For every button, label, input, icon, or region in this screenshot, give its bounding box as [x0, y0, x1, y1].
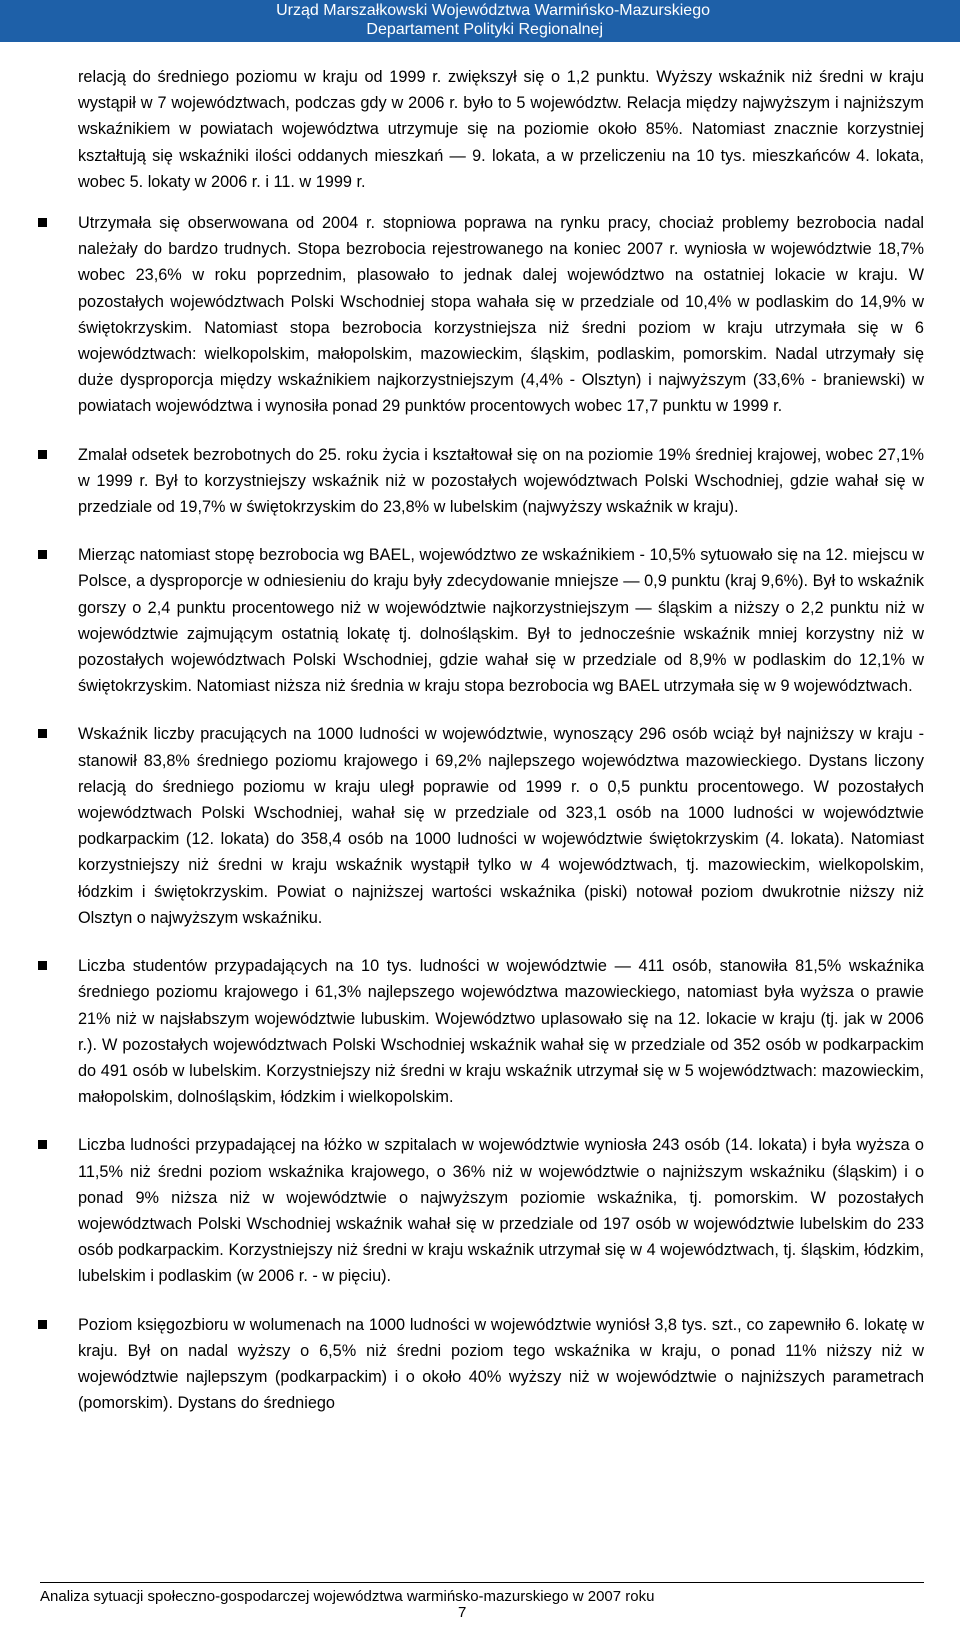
bullet-text: Utrzymała się obserwowana od 2004 r. stopniowa poprawa na rynku pracy, chociaż problemy bezrobocia nadal należały do bardzo trudnych. Stopa bezrobocia rejestrowanego na koniec 2007 r. wyniosła w województwie 18,7% wobec 23,6% w roku poprzednim, plasowało to jednak dalej województwo na ostatniej lokacie w kraju. W pozostałych województwach Polski Wschodniej stopa wahała się w przedziale od 10,4% w podlaskim do 14,9% w świętokrzyskim. Natomiast stopa bezrobocia korzystniejsza niż średni poziom w kraju utrzymała się w 6 województwach: wielkopolskim, małopolskim, mazowieckim, śląskim, podlaskim, pomorskim. Nadal utrzymały się duże dysproporcja między wskaźnikiem najkorzystniejszym (4,4% - Olsztyn) i najwyższym (33,6% - braniewski) w powiatach województwa i wynosiła ponad 29 punktów procentowych wobec 17,7 punktu w 1999 r. [78, 214, 924, 416]
bullet-text: Liczba ludności przypadającej na łóżko w szpitalach w województwie wyniosła 243 osób (14. lokata) i była wyższa o 11,5% niż średni poziom wskaźnika krajowego, o 36% niż w województwie o najniższym wskaźniku (śląskim) i o ponad 9% niższa niż w województwie o najwyższym poziomie wskaźnika, tj. pomorskim. W pozostałych województwach Polski Wschodniej wskaźnik wahał się w przedziale od 197 osób w województwie lubelskim do 233 osób podkarpackim. Korzystniejszy niż średni w kraju wskaźnik utrzymał się w 4 województwach, tj. śląskim, łódzkim, lubelskim i podlaskim (w 2006 r. - w pięciu). [78, 1136, 924, 1286]
document-body [78, 64, 924, 1416]
bullet-text: Wskaźnik liczby pracujących na 1000 ludności w województwie, wynoszący 296 osób wciąż był najniższy w kraju - stanowił 83,8% średniego poziomu krajowego i 69,2% najlepszego województwa mazowieckiego. Dystans liczony relacją do średniego poziomu w kraju uległ poprawie od 1999 r. o 0,5 punktu procentowego. W pozostałych województwach Polski Wschodniej, wahał się w przedziale od 323,1 osób na 1000 ludności w województwie podkarpackim (12. lokata) do 358,4 osób na 1000 ludności w województwie świętokrzyskim (4. lokata). Natomiast korzystniejszy niż średni w kraju wskaźnik wystąpił tylko w 4 województwach, tj. mazowieckim, wielkopolskim, łódzkim i świętokrzyskim. Powiat o najniższej wartości wskaźnika (piski) notował poziom dwukrotnie niższy niż Olsztyn o najwyższym wskaźniku. [78, 725, 924, 927]
bullet-text: Liczba studentów przypadających na 10 tys. ludności w województwie — 411 osób, stanowiła 81,5% wskaźnika średniego poziomu krajowego i 61,3% najlepszego województwa mazowieckiego, natomiast była wyższa o prawie 21% niż w najsłabszym województwie lubuskim. Województwo uplasowało się na 12. lokacie w kraju (tj. jak w 2006 r.). W pozostałych województwach Polski Wschodniej wskaźnik wahał się w przedziale od 352 osób w podkarpackim do 491 osób w lubelskim. Korzystniejszy niż średni w kraju wskaźnik utrzymał się w 5 województwach: mazowieckim, małopolskim, dolnośląskim, łódzkim i wielkopolskim. [78, 957, 924, 1107]
bullet-square-icon [38, 961, 47, 970]
bullet-item-hospital-beds [78, 1132, 924, 1289]
bullet-square-icon [38, 1140, 47, 1149]
bullet-item-students [78, 953, 924, 1110]
bullet-item-youth-unemployment [78, 442, 924, 521]
page-header [0, 0, 960, 42]
bullet-item-employment [78, 721, 924, 931]
paragraph-continued: relacją do średniego poziomu w kraju od 1999 r. zwiększył się o 1,2 punktu. Wyższy wskaźnik niż średni w kraju wystąpił w 7 województwach, podczas gdy w 2006 r. było to 5 województw. Relacja między najwyższym i najniższym wskaźnikiem w powiatach województwa utrzymuje się na poziomie około 85%. Natomiast znacznie korzystniej kształtują się wskaźniki ilości oddanych mieszkań — 9. lokata, a w przeliczeniu na 10 tys. mieszkańców 4. lokata, wobec 5. lokaty w 2006 r. i 11. w 1999 r. [78, 68, 924, 191]
bullet-text: Mierząc natomiast stopę bezrobocia wg BAEL, województwo ze wskaźnikiem - 10,5% sytuowało się na 12. miejscu w Polsce, a dysproporcje w odniesieniu do kraju były zdecydowanie mniejsze — 0,9 punktu (kraj 9,6%). Był to wskaźnik gorszy o 2,4 punktu procentowego niż w województwie najkorzystniejszym — śląskim a niższy o 2,2 punktu niż w województwie zajmującym ostatnią lokatę tj. dolnośląskim. Był to jednocześnie wskaźnik mniej korzystny niż w pozostałych województwach Polski Wschodniej, gdzie wahał się w przedziale od 8,9% w podlaskim do 12,1% w świętokrzyskim. Natomiast niższa niż średnia w kraju stopa bezrobocia wg BAEL utrzymała się w 9 województwach. [78, 546, 924, 696]
header-department: Departament Polityki Regionalnej [366, 21, 603, 38]
bullet-square-icon [38, 218, 47, 227]
bullet-item-library [78, 1312, 924, 1417]
bullet-square-icon [38, 550, 47, 559]
page-number: 7 [458, 1604, 467, 1621]
bullet-text: Poziom księgozbioru w wolumenach na 1000 ludności w województwie wyniósł 3,8 tys. szt., co zapewniło 6. lokatę w kraju. Był on nadal wyższy o 6,5% niż średni poziom tego wskaźnika w kraju, o ponad 11% niższy niż w województwie najlepszym (podkarpackim) i o około 40% wyższy niż w województwie o najniższych parametrach (pomorskim). Dystans do średniego [78, 1315, 924, 1413]
footer-title: Analiza sytuacji społeczno-gospodarczej województwa warmińsko-mazurskiego w 2007 roku [40, 1588, 655, 1605]
header-institution: Urząd Marszałkowski Województwa Warmińsko-Mazurskiego [276, 2, 710, 19]
bullet-square-icon [38, 1320, 47, 1329]
footer-divider [40, 1582, 924, 1583]
bullet-text: Zmalał odsetek bezrobotnych do 25. roku życia i kształtował się on na poziomie 19% średniej krajowej, wobec 27,1% w 1999 r. Był to korzystniejszy wskaźnik niż w pozostałych województwach Polski Wschodniej, gdzie wahał się w przedziale od 19,7% w świętokrzyskim do 23,8% w lubelskim (najwyższy wskaźnik w kraju). [78, 445, 924, 517]
bullet-square-icon [38, 729, 47, 738]
bullet-square-icon [38, 450, 47, 459]
bullet-item-bael [78, 542, 924, 699]
bullet-item-unemployment [78, 210, 924, 420]
